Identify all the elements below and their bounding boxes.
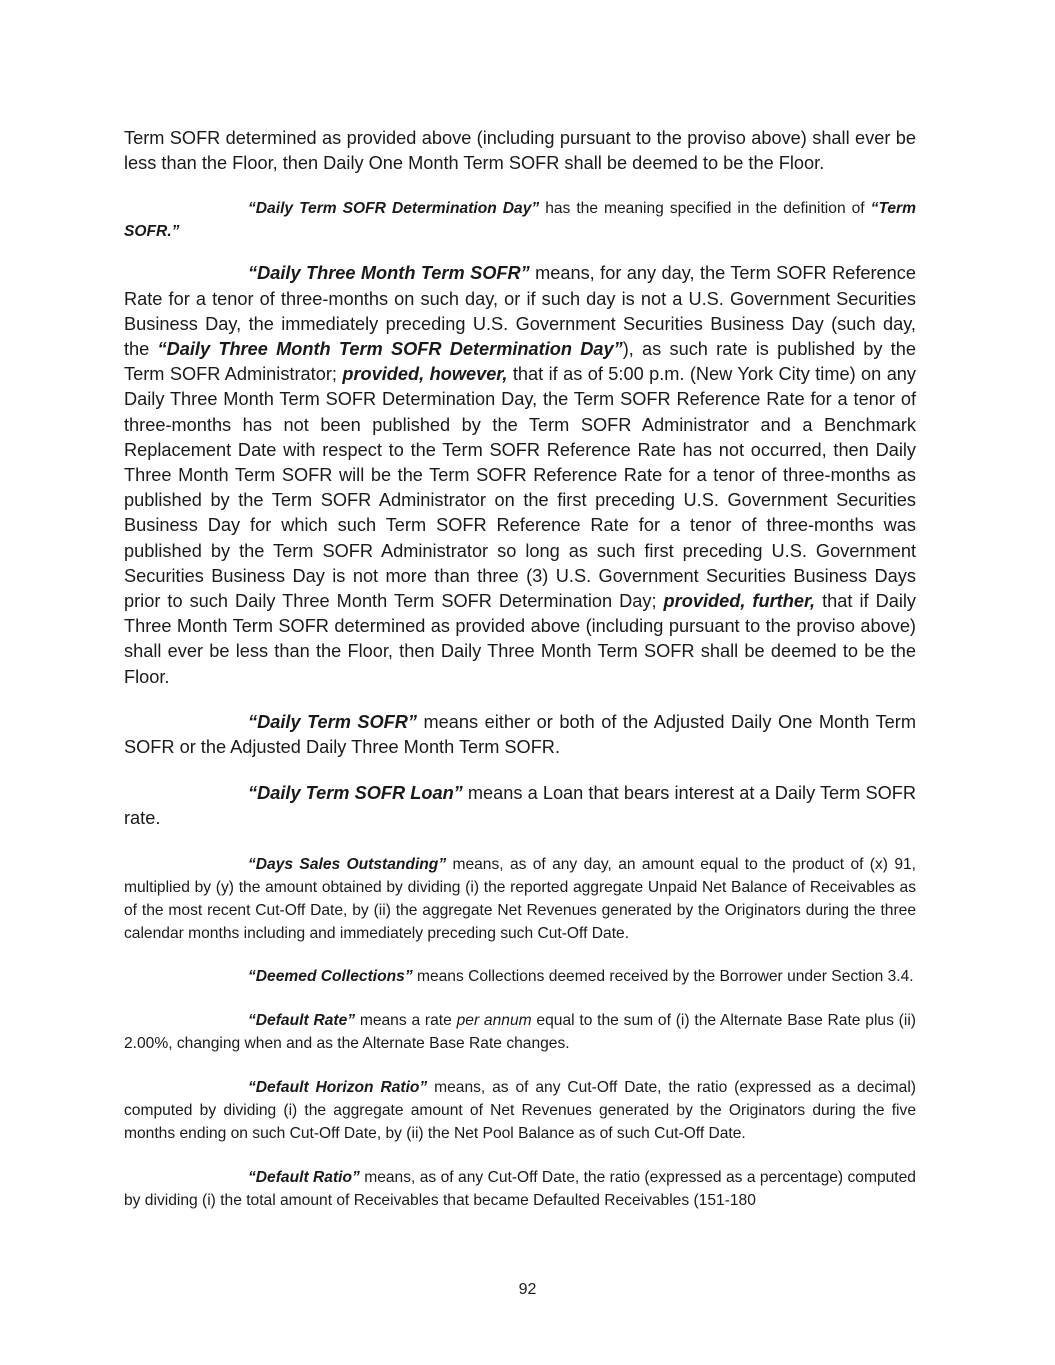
page-number: 92 bbox=[518, 1281, 537, 1298]
definition-text: means a Loan that bears interest at a Daily Term SOFR rate. bbox=[124, 783, 916, 829]
definition-daily-term-sofr bbox=[124, 710, 916, 760]
defined-term: “Daily Term SOFR Determination Day” bbox=[248, 200, 540, 218]
definition-daily-term-sofr-loan bbox=[124, 781, 916, 831]
defined-term: “Days Sales Outstanding” bbox=[248, 855, 447, 873]
definition-default-ratio bbox=[124, 1166, 916, 1212]
definition-default-rate bbox=[124, 1009, 916, 1055]
proviso-further: provided, further, bbox=[663, 591, 816, 612]
definition-text: that if as of 5:00 p.m. (New York City time) on any Daily Three Month Term SOFR Determination Day, the Term SOFR Reference Rate for a tenor of three-months has not been published by the Term SOFR Administrator and a Benchmark Replacement Date with respect to the Term SOFR Reference Rate has not occurred, then Daily Three Month Term SOFR will be the Term SOFR Reference Rate for a tenor of three-months as published by the Term SOFR Administrator on the first preceding U.S. Government Securities Business Day for which such Term SOFR Reference Rate for a tenor of three-months was published by the Term SOFR Administrator so long as such first preceding U.S. Government Securities Business Day is not more than three (3) U.S. Government Securities Business Days prior to such Daily Three Month Term SOFR Determination Day; bbox=[124, 364, 917, 612]
defined-term: “Daily Three Month Term SOFR” bbox=[248, 263, 530, 284]
defined-term-secondary: “Daily Three Month Term SOFR Determination Day” bbox=[157, 339, 623, 360]
definition-text: has the meaning specified in the definition of bbox=[539, 200, 871, 218]
cross-reference-term: “Term SOFR.” bbox=[124, 200, 916, 241]
definition-text: means, as of any day, an amount equal to the product of (x) 91, multiplied by (y) the amount obtained by dividing (i) the reported aggregate Unpaid Net Balance of Receivables as of the most recent Cut-Off Date, by (ii) the aggregate Net Revenues generated by the Originators during the three calendar months including and immediately preceding such Cut-Off Date. bbox=[124, 855, 917, 942]
definition-text: means, for any day, the Term SOFR Reference Rate for a tenor of three-months on such day, or if such day is not a U.S. Government Securities Business Day, the immediately preceding U.S. Government Securities Business Day (such day, the bbox=[124, 263, 916, 360]
definition-default-horizon-ratio bbox=[124, 1076, 916, 1145]
defined-term: “Default Horizon Ratio” bbox=[248, 1078, 428, 1096]
definition-text: means a rate bbox=[355, 1011, 457, 1029]
definition-text: equal to the sum of (i) the Alternate Base Rate plus (ii) 2.00%, changing when and as the Alternate Base Rate changes. bbox=[124, 1011, 916, 1052]
defined-term: “Default Rate” bbox=[248, 1011, 356, 1029]
definition-deemed-collections bbox=[124, 965, 916, 988]
definition-text: that if Daily Three Month Term SOFR determined as provided above (including pursuant to the proviso above) shall ever be less than the Floor, then Daily Three Month Term SOFR shall be deemed to be the Floor. bbox=[124, 591, 916, 687]
defined-term: “Deemed Collections” bbox=[248, 967, 413, 985]
definition-days-sales-outstanding bbox=[124, 853, 916, 945]
emphasis-per-annum: per annum bbox=[456, 1011, 532, 1029]
defined-term: “Daily Term SOFR” bbox=[248, 711, 418, 732]
definition-text: means, as of any Cut-Off Date, the ratio (expressed as a decimal) computed by dividing (i) the aggregate amount of Net Revenues generated by the Originators during the five months ending on such Cut-Off Date, by (ii) the Net Pool Balance as of such Cut-Off Date. bbox=[124, 1078, 916, 1142]
defined-term: “Default Ratio” bbox=[248, 1168, 360, 1186]
paragraph-floor-continuation bbox=[124, 126, 916, 176]
definition-daily-term-sofr-determination-day bbox=[124, 197, 916, 243]
paragraph-text: Term SOFR determined as provided above (including pursuant to the proviso above) shall ever be less than the Floor, then Daily One Month Term SOFR shall be deemed to be the Floor. bbox=[124, 128, 916, 174]
definition-text: means, as of any Cut-Off Date, the ratio (expressed as a percentage) computed by dividing (i) the total amount of Receivables that became Defaulted Receivables (151-180 bbox=[124, 1168, 916, 1209]
definition-text: means Collections deemed received by the Borrower under Section 3.4. bbox=[412, 967, 914, 985]
document-page bbox=[124, 124, 916, 1212]
definition-text: means either or both of the Adjusted Daily One Month Term SOFR or the Adjusted Daily Three Month Term SOFR. bbox=[124, 711, 916, 758]
defined-term: “Daily Term SOFR Loan” bbox=[248, 783, 463, 804]
proviso-however: provided, however, bbox=[342, 364, 508, 385]
definition-text: ), as such rate is published by the Term SOFR Administrator; bbox=[124, 339, 916, 385]
definition-daily-three-month-term-sofr bbox=[124, 261, 916, 689]
